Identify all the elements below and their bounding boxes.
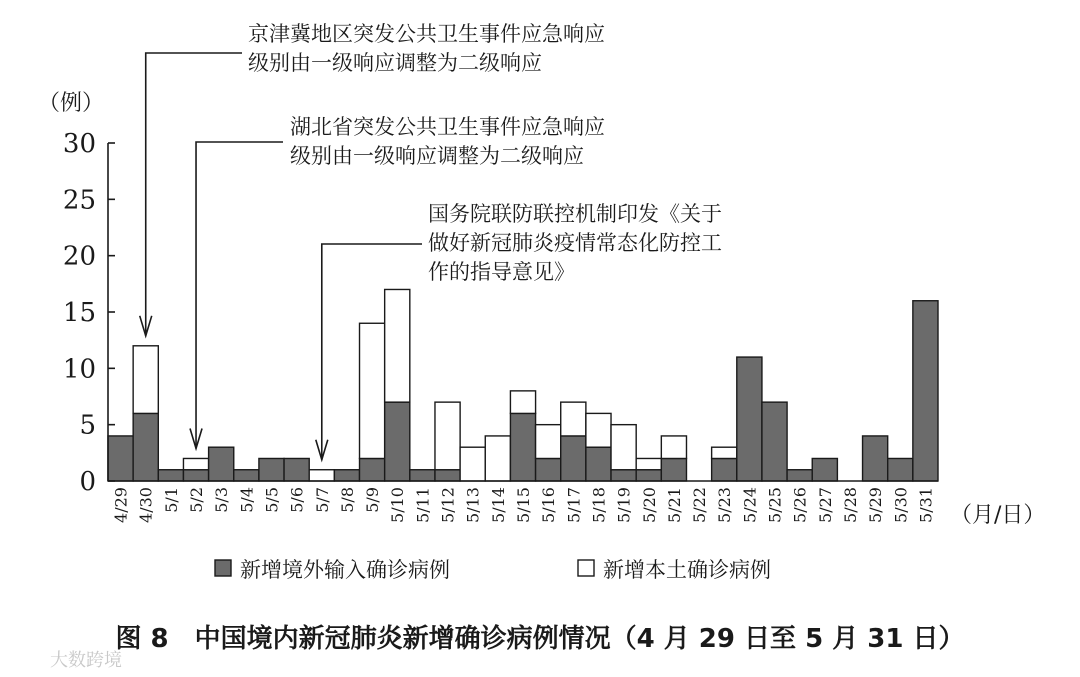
x-tick-label: 5/22 bbox=[690, 487, 710, 523]
bar-imported bbox=[259, 458, 284, 481]
bar-imported bbox=[737, 357, 762, 481]
y-tick-label: 30 bbox=[62, 129, 96, 159]
bar-imported bbox=[661, 458, 686, 481]
x-tick-label: 4/30 bbox=[136, 487, 156, 523]
x-tick-label: 5/9 bbox=[363, 487, 383, 513]
legend-label-local: 新增本土确诊病例 bbox=[603, 558, 771, 582]
annotation-text: 京津冀地区突发公共卫生事件应急响应 bbox=[248, 22, 605, 46]
watermark-text: 大数跨境 bbox=[50, 650, 122, 671]
bar-imported bbox=[209, 447, 234, 481]
annotation-arrow-line bbox=[196, 142, 283, 448]
bar-imported bbox=[913, 301, 938, 481]
bar-imported bbox=[712, 458, 737, 481]
bar-local bbox=[183, 458, 208, 469]
bar-local bbox=[133, 346, 158, 414]
figure-caption: 图 8 中国境内新冠肺炎新增确诊病例情况（4 月 29 日至 5 月 31 日） bbox=[115, 624, 965, 654]
legend bbox=[215, 558, 771, 582]
bar-imported bbox=[586, 447, 611, 481]
x-tick-label: 5/27 bbox=[815, 487, 835, 523]
x-tick-label: 5/6 bbox=[287, 487, 307, 513]
x-tick-label: 5/12 bbox=[438, 487, 458, 523]
x-tick-label: 5/14 bbox=[488, 487, 508, 523]
bar-imported bbox=[108, 436, 133, 481]
bar-local bbox=[661, 436, 686, 459]
bar-imported bbox=[863, 436, 888, 481]
y-tick-label: 5 bbox=[79, 410, 96, 441]
bar-imported bbox=[410, 470, 435, 481]
y-tick-label: 0 bbox=[79, 467, 96, 497]
bar-local bbox=[510, 391, 535, 414]
x-tick-label: 4/29 bbox=[111, 487, 131, 523]
bar-local bbox=[536, 425, 561, 459]
bar-imported bbox=[284, 458, 309, 481]
bar-imported bbox=[385, 402, 410, 481]
x-tick-label: 5/4 bbox=[237, 487, 257, 513]
bar-imported bbox=[611, 470, 636, 481]
legend-label-imported: 新增境外输入确诊病例 bbox=[240, 558, 450, 582]
bar-local bbox=[309, 470, 334, 481]
annotation-text: 作的指导意见》 bbox=[428, 260, 575, 284]
bar-imported bbox=[158, 470, 183, 481]
x-tick-label: 5/29 bbox=[866, 487, 886, 523]
x-tick-label: 5/16 bbox=[539, 487, 559, 523]
bar-imported bbox=[636, 470, 661, 481]
bar-imported bbox=[435, 470, 460, 481]
x-tick-label: 5/20 bbox=[639, 487, 659, 523]
x-ticks bbox=[112, 487, 936, 523]
x-tick-label: 5/31 bbox=[916, 487, 936, 523]
bar-local bbox=[712, 447, 737, 458]
annotation-text: 国务院联防联控机制印发《关于 bbox=[428, 202, 722, 226]
x-tick-label: 5/3 bbox=[212, 487, 232, 513]
bar-local bbox=[611, 425, 636, 470]
bar-imported bbox=[762, 402, 787, 481]
bars bbox=[108, 289, 938, 481]
x-tick-label: 5/24 bbox=[740, 487, 760, 523]
x-tick-label: 5/7 bbox=[312, 487, 332, 513]
bar-local bbox=[485, 436, 510, 481]
annotations bbox=[140, 22, 722, 460]
x-tick-label: 5/23 bbox=[715, 487, 735, 523]
x-tick-label: 5/28 bbox=[840, 487, 860, 523]
bar-imported bbox=[360, 458, 385, 481]
bar-imported bbox=[234, 470, 259, 481]
legend-swatch-local bbox=[578, 560, 594, 576]
annotation-text: 级别由一级响应调整为二级响应 bbox=[290, 144, 584, 168]
bar-local bbox=[586, 413, 611, 447]
bar-local bbox=[561, 402, 586, 436]
bar-local bbox=[636, 458, 661, 469]
x-tick-label: 5/10 bbox=[388, 487, 408, 523]
y-tick-label: 15 bbox=[62, 298, 96, 328]
annotation-arrow-line bbox=[146, 53, 242, 336]
x-tick-label: 5/30 bbox=[891, 487, 911, 523]
x-tick-label: 5/1 bbox=[161, 487, 181, 513]
y-tick-label: 20 bbox=[62, 241, 96, 272]
annotation-text: 级别由一级响应调整为二级响应 bbox=[248, 51, 542, 75]
annotation-text: 湖北省突发公共卫生事件应急响应 bbox=[290, 115, 605, 139]
x-tick-label: 5/21 bbox=[664, 487, 684, 523]
y-tick-label: 10 bbox=[62, 354, 96, 385]
bar-imported bbox=[334, 470, 359, 481]
x-tick-label: 5/19 bbox=[614, 487, 634, 523]
bar-imported bbox=[536, 458, 561, 481]
x-tick-label: 5/15 bbox=[514, 487, 533, 523]
bar-local bbox=[460, 447, 485, 481]
x-tick-label: 5/11 bbox=[413, 487, 433, 523]
bar-local bbox=[385, 289, 410, 402]
bar-imported bbox=[812, 458, 837, 481]
bar-local bbox=[360, 323, 385, 458]
x-tick-label: 5/25 bbox=[765, 487, 785, 523]
y-tick-label: 25 bbox=[62, 185, 96, 216]
bar-local bbox=[435, 402, 460, 470]
legend-swatch-imported bbox=[215, 560, 231, 576]
bar-imported bbox=[888, 458, 913, 481]
x-unit-label: （月/日） bbox=[950, 503, 1046, 528]
y-unit-label: （例） bbox=[38, 91, 105, 116]
bar-imported bbox=[133, 413, 158, 481]
annotation-1 bbox=[140, 22, 605, 336]
x-tick-label: 5/13 bbox=[463, 487, 483, 523]
x-tick-label: 5/18 bbox=[589, 487, 609, 523]
x-tick-label: 5/5 bbox=[262, 487, 282, 513]
y-ticks bbox=[63, 129, 115, 497]
x-tick-label: 5/17 bbox=[564, 487, 584, 523]
bar-imported bbox=[787, 470, 812, 481]
bar-imported bbox=[510, 413, 535, 481]
annotation-text: 做好新冠肺炎疫情常态化防控工 bbox=[428, 231, 722, 255]
x-tick-label: 5/8 bbox=[337, 487, 357, 513]
x-tick-label: 5/2 bbox=[187, 487, 207, 513]
bar-imported bbox=[561, 436, 586, 481]
bar-imported bbox=[183, 470, 208, 481]
x-tick-label: 5/26 bbox=[790, 487, 810, 523]
